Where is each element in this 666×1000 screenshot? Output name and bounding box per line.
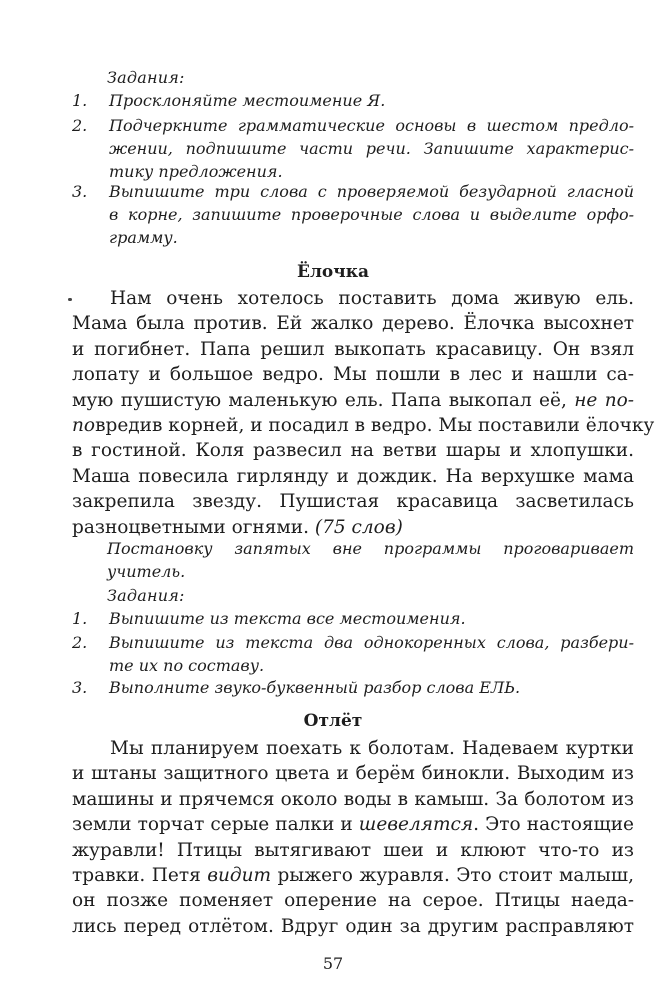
word-count: (75 слов) — [314, 516, 403, 538]
text-line — [72, 863, 634, 888]
task-text-line: Выпишите из текста все местоимения. — [109, 609, 466, 628]
tasks-label: Задания: — [107, 68, 185, 87]
task-text-line: тику предложения. — [109, 162, 283, 181]
italic-fragment: шевелятся — [358, 814, 474, 836]
text-line — [72, 812, 634, 837]
task-text-line: Подчеркните грамматические основы в шестом предло- — [109, 116, 634, 135]
task-text-line: те их по составу. — [109, 656, 265, 675]
text-fragment: рыжего журавля. Это стоит малыш, — [271, 864, 634, 886]
task-text-line: Выпишите из текста два однокоренных слова, разбери- — [109, 633, 634, 652]
italic-fragment: не по- — [574, 389, 634, 411]
text-line: Мама была против. Ей жалко дерево. Ёлочка высохнет — [72, 313, 634, 335]
text-line: лись перед отлётом. Вдруг один за другим расправляют — [72, 915, 634, 937]
text-line: Нам очень хотелось поставить дома живую ель. — [110, 288, 634, 309]
task-text-line: жении, подпишите части речи. Запишите характерис- — [109, 139, 634, 158]
text-line: машины и прячемся около воды в камыш. За болотом из — [72, 788, 634, 810]
text-fragment: травки. Петя — [72, 864, 208, 886]
text-fragment: земли торчат серые палки и — [72, 814, 359, 836]
task-text-line: Выполните звуко-буквенный разбор слова ЕЛЬ. — [109, 678, 521, 697]
task-text-line: в корне, запишите проверочные слова и выделите орфо- — [109, 205, 634, 224]
task-item — [72, 631, 634, 677]
task-number: 3. — [72, 182, 88, 201]
text-line: закрепила звезду. Пушистая красавица засветилась — [72, 491, 634, 513]
text-fragment: . Это настоящие — [473, 814, 634, 836]
task-item — [72, 607, 634, 630]
task-number: 3. — [72, 678, 88, 697]
task-item — [72, 180, 634, 249]
text-line — [72, 413, 655, 438]
text-line: и погибнет. Папа решил выкопать красавицу. Он взял — [72, 338, 634, 360]
text-line — [72, 388, 634, 413]
page-number: 57 — [322, 954, 344, 973]
text-line: журавли! Птицы вытягивают шеи и клюют что-то из — [72, 839, 634, 861]
teacher-note — [107, 537, 634, 583]
text-fragment: мую пушистую маленькую ель. Папа выкопал её, — [72, 389, 575, 411]
italic-fragment: по — [72, 414, 96, 436]
note-line: учитель. — [107, 562, 186, 581]
task-text-line: Выпишите три слова с проверяемой безударной гласной — [109, 182, 634, 201]
tasks-label: Задания: — [107, 586, 185, 605]
text-fragment: вредив корней, и посадил в ведро. Мы поставили ёлочку — [95, 414, 655, 436]
text-line: лопату и большое ведро. Мы пошли в лес и нашли са- — [72, 364, 634, 386]
task-text-line: грамму. — [109, 228, 178, 247]
section-title: Ёлочка — [296, 262, 370, 282]
task-text-line: Просклоняйте местоимение Я. — [109, 91, 386, 110]
dictation-text — [72, 286, 655, 540]
section-title: Отлёт — [303, 711, 363, 731]
task-number: 1. — [72, 609, 88, 628]
text-line: и штаны защитного цвета и берём бинокли. Выходим из — [72, 763, 634, 785]
task-item — [72, 676, 634, 699]
note-line: Постановку запятых вне программы проговаривает — [107, 539, 634, 558]
text-line: в гостиной. Коля развесил на ветви шары и хлопушки. — [72, 440, 634, 462]
task-number: 2. — [72, 633, 88, 652]
text-line: Мы планируем поехать к болотам. Надеваем куртки — [110, 738, 634, 759]
italic-fragment: видит — [207, 864, 272, 886]
text-line: он позже поменяет оперение на серое. Птицы наеда- — [72, 890, 634, 912]
task-number: 2. — [72, 116, 88, 135]
task-number: 1. — [72, 91, 88, 110]
dictation-text — [72, 736, 634, 939]
text-line: Маша повесила гирлянду и дождик. На верхушке мама — [72, 465, 634, 487]
text-fragment: разноцветными огнями. — [72, 516, 315, 538]
task-item — [72, 89, 634, 112]
task-item — [72, 114, 634, 183]
